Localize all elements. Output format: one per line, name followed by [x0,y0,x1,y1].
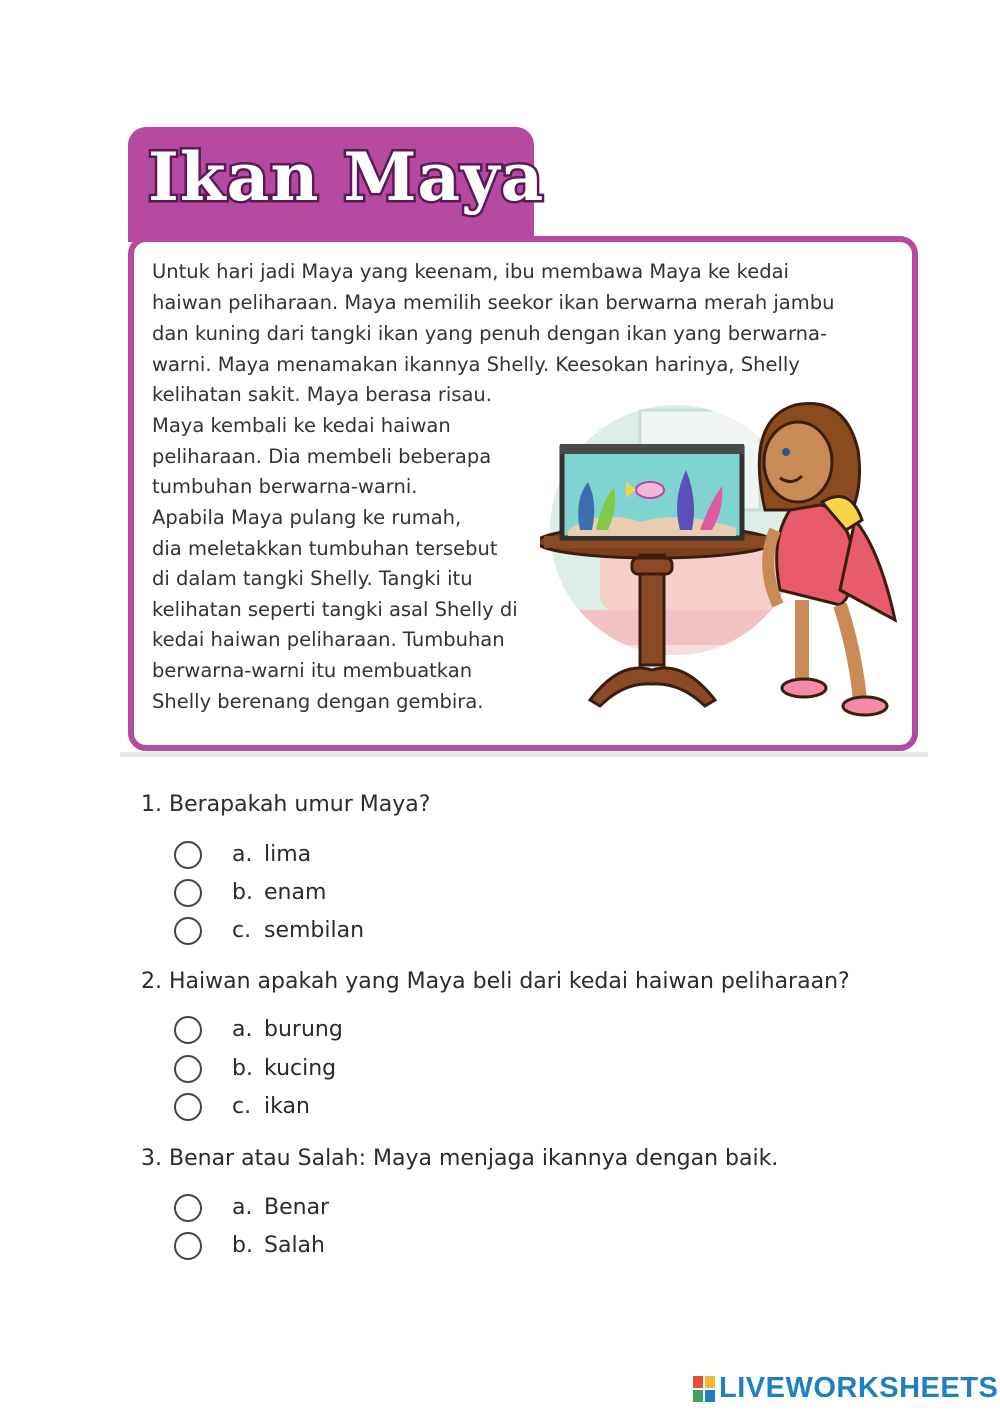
radio-button[interactable] [174,1055,202,1083]
question-text: Berapakah umur Maya? [169,792,431,817]
question-number: 1. [141,792,162,817]
question-text: Benar atau Salah: Maya menjaga ikannya dengan baik. [169,1146,779,1171]
story-divider [120,752,928,757]
option-letter: b. [232,1233,253,1258]
option-letter: a. [232,1017,253,1042]
option-label: sembilan [264,918,365,943]
option-letter: a. [232,1195,253,1220]
radio-button[interactable] [174,1232,202,1260]
fish-tank [560,444,744,538]
story-line: dia meletakkan tumbuhan tersebut [152,537,498,560]
q1-option-c[interactable] [174,914,365,948]
story-line: berwarna-warni itu membuatkan [152,659,473,682]
radio-button[interactable] [174,841,202,869]
q3-option-b[interactable] [174,1229,325,1263]
option-label: Benar [264,1195,330,1220]
option-letter: b. [232,1056,253,1081]
story-line: Untuk hari jadi Maya yang keenam, ibu membawa Maya ke kedai [152,260,789,283]
option-label: kucing [264,1056,337,1081]
story-line: Apabila Maya pulang ke rumah, [152,506,462,529]
story-line: kelihatan seperti tangki asal Shelly di [152,598,518,621]
story-line: warni. Maya menamakan ikannya Shelly. Keesokan harinya, Shelly [152,353,800,376]
option-label: enam [264,880,327,905]
question-text: Haiwan apakah yang Maya beli dari kedai haiwan peliharaan? [169,969,850,994]
story-line: kelihatan sakit. Maya berasa risau. [152,383,492,406]
question-number: 3. [141,1146,162,1171]
story-line: kedai haiwan peliharaan. Tumbuhan [152,628,505,651]
option-label: lima [264,842,312,867]
question-2 [141,969,850,994]
option-letter: b. [232,880,253,905]
q2-option-c[interactable] [174,1090,310,1124]
radio-button[interactable] [174,1093,202,1121]
option-letter: c. [232,918,252,943]
story-line: peliharaan. Dia membeli beberapa [152,445,492,468]
brand-name: LIVEWORKSHEETS [719,1372,999,1404]
q1-option-a[interactable] [174,838,312,872]
liveworksheets-brand[interactable] [693,1372,998,1405]
option-letter: c. [232,1094,252,1119]
liveworksheets-logo-icon [693,1376,715,1402]
story-line: Shelly berenang dengan gembira. [152,690,484,713]
q3-option-a[interactable] [174,1191,330,1225]
story-line: di dalam tangki Shelly. Tangki itu [152,567,473,590]
q2-option-b[interactable] [174,1052,337,1086]
radio-button[interactable] [174,1016,202,1044]
q1-option-b[interactable] [174,876,327,910]
story-illustration [540,390,910,740]
question-3 [141,1146,778,1171]
question-number: 2. [141,969,162,994]
question-1 [141,792,430,817]
radio-button[interactable] [174,1194,202,1222]
q2-option-a[interactable] [174,1013,343,1047]
option-letter: a. [232,842,253,867]
story-line: haiwan peliharaan. Maya memilih seekor ikan berwarna merah jambu [152,291,835,314]
story-line: Maya kembali ke kedai haiwan [152,414,451,437]
radio-button[interactable] [174,917,202,945]
option-label: Salah [264,1233,325,1258]
story-line: tumbuhan berwarna-warni. [152,475,418,498]
girl-character [759,403,895,715]
option-label: ikan [264,1094,310,1119]
page-title: Ikan Maya [148,138,545,216]
radio-button[interactable] [174,879,202,907]
story-line: dan kuning dari tangki ikan yang penuh dengan ikan yang berwarna- [152,322,828,345]
option-label: burung [264,1017,343,1042]
